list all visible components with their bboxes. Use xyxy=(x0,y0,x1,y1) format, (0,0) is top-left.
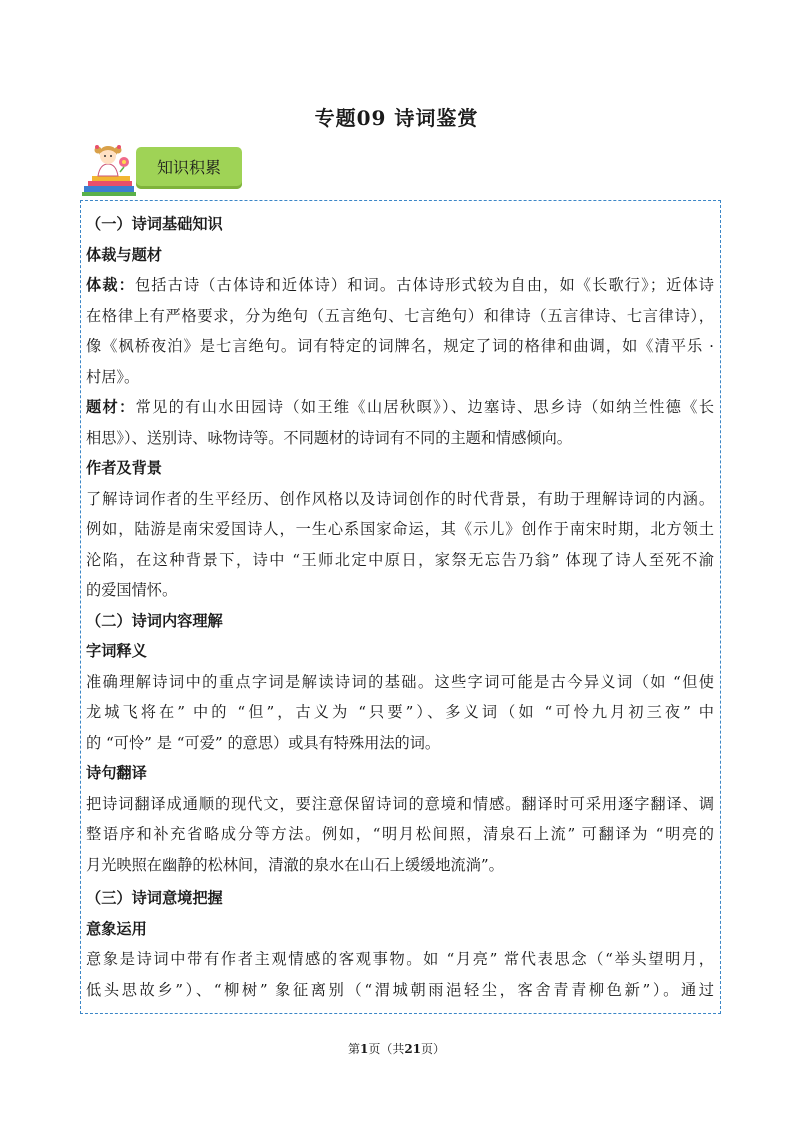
page-footer: 第1页（共21页） xyxy=(347,1042,446,1056)
paragraph-line: 意象是诗词中带有作者主观情感的客观事物。如 “月亮” 常代表思念（“举头望明月， xyxy=(86,950,714,968)
term-label: 题材： xyxy=(86,398,136,416)
sub-heading: 诗句翻译 xyxy=(86,764,147,782)
paragraph-line: 在格律上有严格要求，分为绝句（五言绝句、七言绝句）和律诗（五言律诗、七言律诗）， xyxy=(86,306,714,325)
section-heading: （一）诗词基础知识 xyxy=(86,215,223,233)
paragraph-line: 整语序和补充省略成分等方法。例如，“明月松间照，清泉石上流” 可翻译为 “明亮的 xyxy=(86,825,714,843)
paragraph-line: 沦陷，在这种背景下，诗中 “王师北定中原日，家祭无忘告乃翁” 体现了诗人至死不渝 xyxy=(86,550,714,569)
paragraph-line: 低头思故乡”）、“柳树” 象征离别（“渭城朝雨浥轻尘，客舍青青柳色新”）。通过 xyxy=(86,980,714,999)
sub-heading: 意象运用 xyxy=(86,919,147,938)
paragraph-line: 月光映照在幽静的松林间，清澈的泉水在山石上缓缓地流淌”。 xyxy=(86,855,504,874)
paragraph-line: 体裁：包括古诗（古体诗和近体诗）和词。古体诗形式较为自由，如《长歌行》；近体诗 xyxy=(86,276,714,294)
paragraph-line: 村居》。 xyxy=(86,367,140,386)
paragraph-line: 例如，陆游是南宋爱国诗人，一生心系国家命运，其《示儿》创作于南宋时期，北方领土 xyxy=(86,520,714,538)
paragraph-line: 相思》）、送别诗、咏物诗等。不同题材的诗词有不同的主题和情感倾向。 xyxy=(86,428,572,447)
paragraph-line: 题材：常见的有山水田园诗（如王维《山居秋暝》）、边塞诗、思乡诗（如纳兰性德《长 xyxy=(86,398,714,416)
sub-heading: 作者及背景 xyxy=(86,459,162,477)
section-heading: （三）诗词意境把握 xyxy=(86,889,223,907)
girl-reading-books-icon xyxy=(80,142,138,198)
content-text xyxy=(86,209,714,1005)
paragraph-line: 了解诗词作者的生平经历、创作风格以及诗词创作的时代背景，有助于理解诗词的内涵。 xyxy=(86,489,714,508)
paragraph-line: 像《枫桥夜泊》是七言绝句。词有特定的词牌名，规定了词的格律和曲调，如《清平乐 · xyxy=(86,337,714,355)
paragraph-line: 把诗词翻译成通顺的现代文，要注意保留诗词的意境和情感。翻译时可采用逐字翻译、调 xyxy=(86,794,714,813)
page-number: 1 xyxy=(359,1042,369,1056)
page-title: 专题09 诗词鉴赏 xyxy=(314,106,479,130)
term-label: 体裁： xyxy=(86,276,135,294)
paragraph-line: 的 “可怜” 是 “可爱” 的意思）或具有特殊用法的词。 xyxy=(86,733,441,752)
paragraph-line: 龙城飞将在” 中的 “但”，古义为 “只要”）、多义词（如 “可怜九月初三夜” 中 xyxy=(86,703,714,721)
sub-heading: 字词释义 xyxy=(86,642,147,660)
total-pages: 21 xyxy=(404,1042,422,1056)
sub-heading: 体裁与题材 xyxy=(86,245,162,264)
section-heading: （二）诗词内容理解 xyxy=(86,611,223,630)
paragraph-line: 准确理解诗词中的重点字词是解读诗词的基础。这些字词可能是古今异义词（如 “但使 xyxy=(86,672,714,691)
section-badge-knowledge: 知识积累 xyxy=(136,147,242,189)
paragraph-line: 的爱国情怀。 xyxy=(86,581,178,599)
knowledge-content-box xyxy=(80,200,721,1014)
